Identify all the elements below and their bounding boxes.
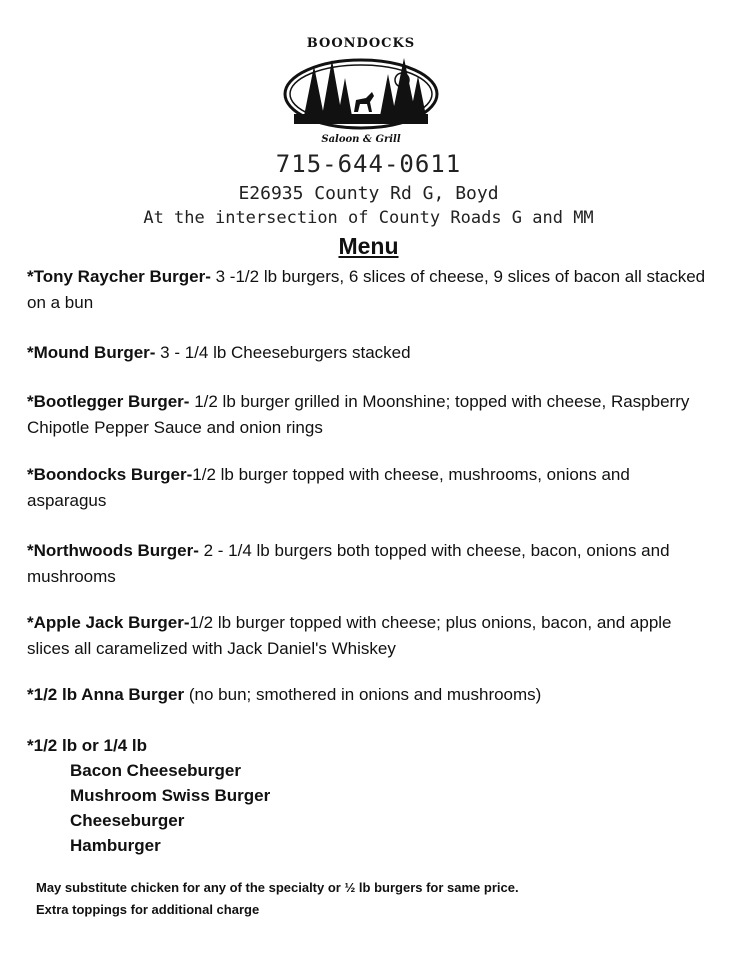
substitution-note: May substitute chicken for any of the specialty or ½ lb burgers for same price. [36,880,519,895]
boondocks-logo [280,30,442,155]
logo-subtitle: Saloon & Grill [321,134,401,145]
menu-item-tony-raycher [27,264,707,316]
logo-title: BOONDOCKS [306,36,416,51]
item-desc: 1/2 lb burger topped with cheese; plus onions, bacon, and apple slices all caramelized with Jack Daniel's Whiskey [27,613,672,658]
phone-number: 715-644-0611 [275,150,462,178]
item-name: *1/2 lb Anna Burger [27,685,185,704]
list-item: Mushroom Swiss Burger [70,786,271,805]
item-name: *Bootlegger Burger- [27,392,190,411]
menu-title: Menu [338,233,399,259]
item-desc: (no bun; smothered in onions and mushrooms) [184,685,542,704]
toppings-note: Extra toppings for additional charge [36,902,260,917]
menu-item-mound [27,340,707,366]
item-desc: 3 -1/2 lb burgers, 6 slices of cheese, 9 slices of bacon all stacked on a bun [27,267,706,312]
address: E26935 County Rd G, Boyd [238,183,499,204]
intersection-note: At the intersection of County Roads G and MM [143,208,594,228]
list-item: Cheeseburger [70,811,185,830]
item-desc: 3 - 1/4 lb Cheeseburgers stacked [155,343,411,362]
item-desc: 1/2 lb burger grilled in Moonshine; topped with cheese, Raspberry Chipotle Pepper Sauce and onion rings [27,392,690,437]
list-item: Bacon Cheeseburger [70,761,241,780]
forest-emblem-icon [282,56,440,132]
menu-item-bootlegger [27,389,707,441]
menu-item-boondocks [27,462,707,514]
item-name: *1/2 lb or 1/4 lb [27,736,147,755]
item-desc: 1/2 lb burger topped with cheese, mushrooms, onions and asparagus [27,465,630,510]
item-name: *Apple Jack Burger- [27,613,190,632]
list-item: Hamburger [70,836,161,855]
item-desc: 2 - 1/4 lb burgers both topped with cheese, bacon, onions and mushrooms [27,541,670,586]
menu-item-anna [27,682,707,708]
item-name: *Tony Raycher Burger- [27,267,211,286]
item-name: *Northwoods Burger- [27,541,199,560]
basic-burger-list [70,758,270,858]
menu-item-apple-jack [27,610,707,662]
item-name: *Mound Burger- [27,343,156,362]
item-name: *Boondocks Burger- [27,465,193,484]
menu-item-basic-burgers [27,733,707,759]
menu-item-northwoods [27,538,707,590]
